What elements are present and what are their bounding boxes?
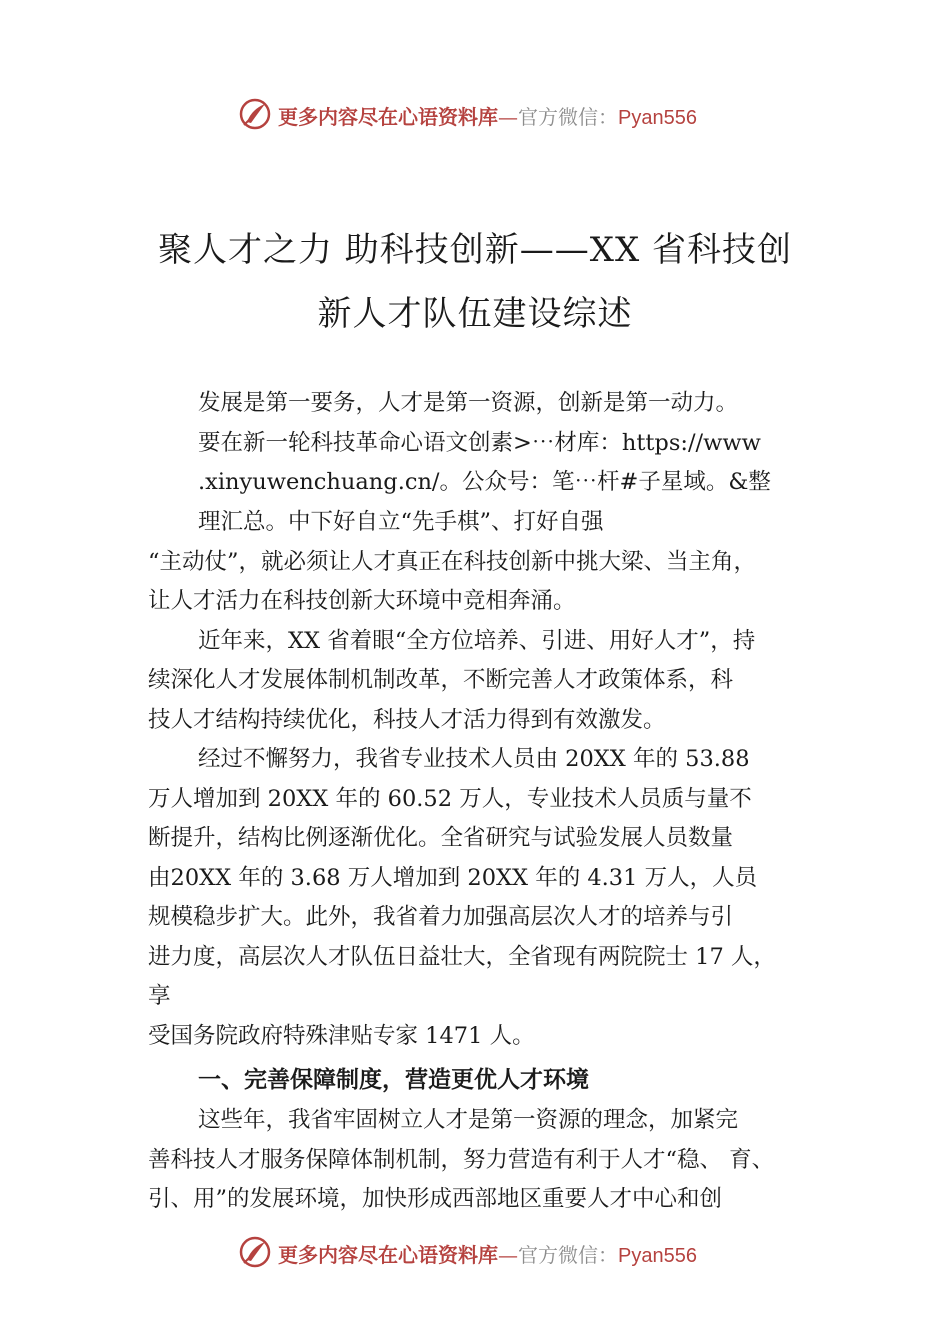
- body-line: 断提升，结构比例逐渐优化。全省研究与试验发展人员数量: [148, 825, 734, 851]
- footer-banner: [0, 1232, 950, 1272]
- section-line: 这些年，我省牢固树立人才是第一资源的理念，加紧完: [198, 1107, 739, 1133]
- banner-wechat-id: Pyan556: [618, 107, 697, 129]
- body-line: 规模稳步扩大。此外，我省着力加强高层次人才的培养与引: [148, 904, 734, 930]
- banner-dash: —: [498, 105, 518, 129]
- body-line: 万人增加到 20XX 年的 60.52 万人，专业技术人员质与量不: [148, 786, 752, 812]
- body-line: 要在新一轮科技革命心语文创素>⋯材库：https://www: [198, 430, 761, 456]
- header-banner: [0, 94, 950, 134]
- doc-title-line-2: 新人才队伍建设综述: [317, 294, 633, 334]
- body-line: 技人才结构持续优化，科技人才活力得到有效激发。: [148, 707, 666, 733]
- body-line: 经过不懈努力，我省专业技术人员由 20XX 年的 53.88: [198, 746, 750, 772]
- brush-logo-icon: [238, 1235, 272, 1269]
- section-line: 善科技人才服务保障体制机制，努力营造有利于人才“稳、 育、: [148, 1147, 775, 1173]
- brush-logo-icon: [238, 97, 272, 131]
- body-line: 理汇总。中下好自立“先手棋”、打好自强: [198, 509, 604, 535]
- body-line: 进力度，高层次人才队伍日益壮大，全省现有两院院士 17 人，: [148, 944, 776, 970]
- banner-dash: —: [498, 1243, 518, 1267]
- body-line: 发展是第一要务，人才是第一资源，创新是第一动力。: [198, 390, 739, 416]
- banner-brand: 更多内容尽在心语资料库: [278, 105, 498, 129]
- body-line: 由20XX 年的 3.68 万人增加到 20XX 年的 4.31 万人，人员: [148, 865, 758, 891]
- banner-wechat-label: 官方微信：: [518, 105, 618, 129]
- banner-wechat-id: Pyan556: [618, 1245, 697, 1267]
- banner-text: [278, 1239, 697, 1268]
- section-line: 引、用”的发展环境，加快形成西部地区重要人才中心和创: [148, 1186, 723, 1212]
- doc-title-line-1: 聚人才之力 助科技创新——XX 省科技创: [157, 230, 793, 270]
- body-line: 让人才活力在科技创新大环境中竞相奔涌。: [148, 588, 576, 614]
- body-line: 享: [148, 983, 171, 1009]
- banner-wechat-label: 官方微信：: [518, 1243, 618, 1267]
- banner-brand: 更多内容尽在心语资料库: [278, 1243, 498, 1267]
- section-heading: 一、完善保障制度，营造更优人才环境: [198, 1067, 589, 1093]
- body-line: 续深化人才发展体制机制改革，不断完善人才政策体系，科: [148, 667, 734, 693]
- banner-text: [278, 101, 697, 130]
- body-line: 近年来，XX 省着眼“全方位培养、引进、用好人才”，持: [198, 628, 756, 654]
- body-line: 受国务院政府特殊津贴专家 1471 人。: [148, 1023, 535, 1049]
- body-line: “主动仗”，就必须让人才真正在科技创新中挑大梁、当主角，: [148, 549, 757, 575]
- body-line: .xinyuwenchuang.cn/。公众号：笔⋯杆#子星域。&整: [198, 469, 771, 495]
